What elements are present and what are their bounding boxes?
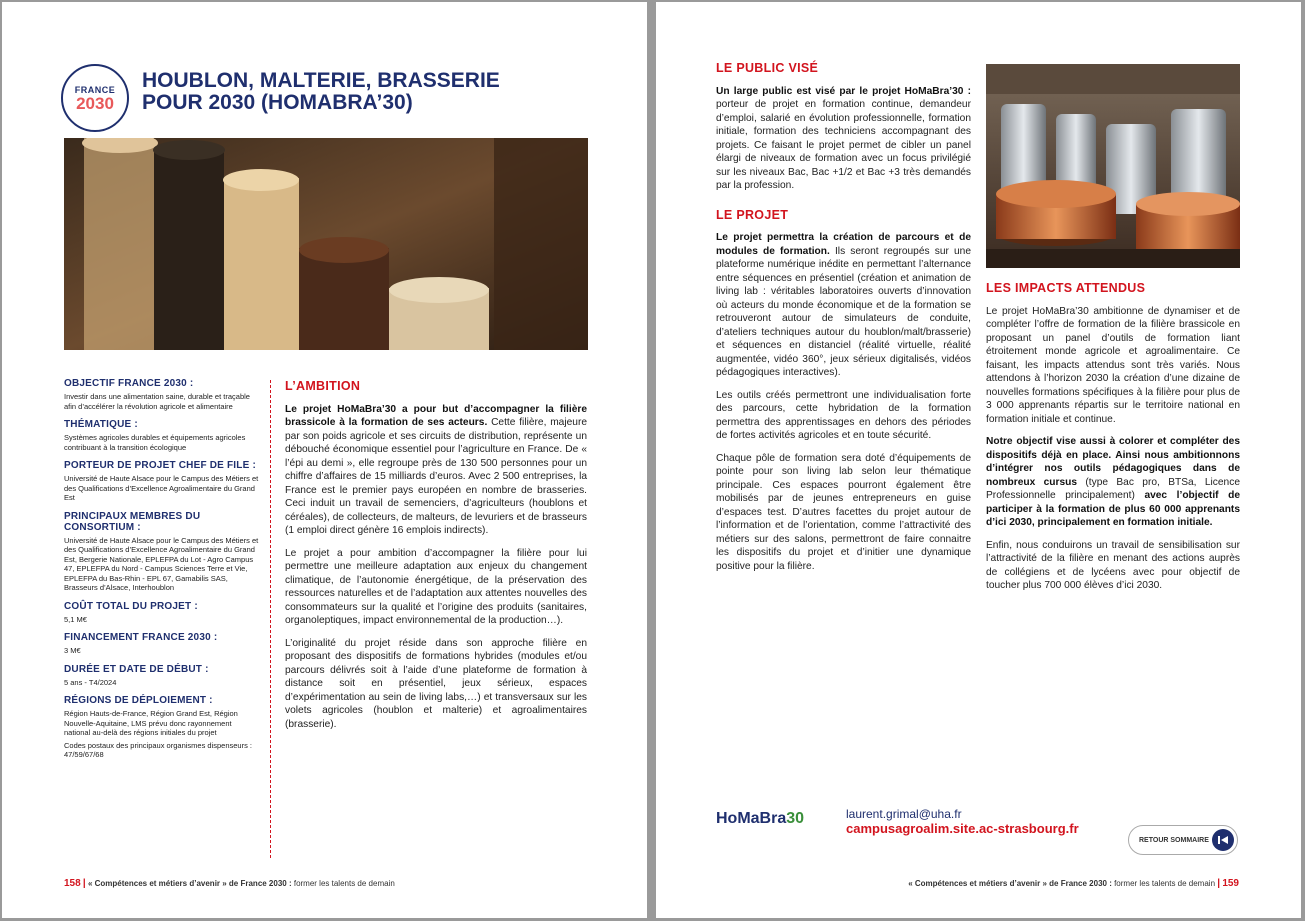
project-sidebar (64, 378, 259, 768)
sidebar-heading: THÉMATIQUE : (64, 419, 138, 430)
sidebar-heading: PORTEUR DE PROJET CHEF DE FILE : (64, 460, 256, 471)
page-footer (908, 878, 1239, 889)
page-footer (64, 878, 395, 889)
section-heading: LES IMPACTS ATTENDUS (986, 281, 1146, 295)
logo-line-1: FRANCE (74, 84, 116, 95)
sidebar-text: Université de Haute Alsace pour le Campus des Métiers et des Qualifications d’Excellence Agroalimentaire du Grand Est, Bergerie Nationale, EPLEFPA du Lot - Agro Campus 47, EPLEFPA du Nord - Campus Sciences Terre et Vie, EPLEFPA du Bas-Rhin - EPL 67, Gamabilis SAS, Brasseurs d’Alsace, Interhoublon (64, 535, 259, 592)
public-paragraph (716, 85, 971, 193)
contact-website-link[interactable]: campusagroalim.site.ac-strasbourg.fr (846, 821, 1079, 836)
sidebar-block (64, 601, 259, 625)
bold-text: avec l’objectif de participer à la formation de plus 60 000 apprenants d’ici 2030, principalement en formation initiale. (986, 490, 1240, 528)
sidebar-block (64, 378, 259, 411)
right-page (656, 2, 1301, 918)
section-heading: L’AMBITION (285, 379, 361, 393)
sidebar-text: Université de Haute Alsace pour le Campus des Métiers et des Qualifications d’Excellence Agroalimentaire du Grand Est (64, 474, 259, 502)
body-text: porteur de projet en formation continue, demandeur d’emploi, salarié en évolution professionnelle, formation initiale, formation des techniciens accompagnant des projets. Ce faisant le projet permet de cibler un panel élargi de niveaux de formation avec un focus privilégié sur les niveaux Bac, Bac +1/2 et Bac +3 très demandés par la profession. (716, 99, 971, 191)
sidebar-block (64, 632, 259, 656)
page-number: 158 (64, 878, 81, 889)
sidebar-heading: PRINCIPAUX MEMBRES DU CONSORTIUM : (64, 510, 201, 533)
sidebar-text: Région Hauts-de-France, Région Grand Est, Région Nouvelle-Aquitaine, LMS prévu donc rayonnement national au-delà des régions initiales du projet (64, 709, 238, 737)
retour-sommaire-button[interactable] (1128, 825, 1238, 855)
retour-label: RETOUR SOMMAIRE (1139, 836, 1209, 844)
sidebar-heading: OBJECTIF FRANCE 2030 : (64, 378, 194, 389)
sidebar-text: Investir dans une alimentation saine, durable et traçable afin d’accélérer la révolution agricole et alimentaire (64, 392, 250, 411)
skip-back-icon (1212, 829, 1234, 851)
sidebar-block (64, 511, 259, 593)
body-text: Cette filière, majeure par son poids agricole et ses circuits de distribution, représente un débouché économique essentiel pour l’agriculture en France. De « l’épi au demi », elle regroupe près de 130 500 personnes pour un chiffre d’affaires de 15 milliards d’euros. Avec 2 500 entreprises, la France est le premier pays européen en nombre de brasseries. Ceci induit un travail de semenciers, d’agriculteurs (houblons et céréales), de collecteurs, de malteurs, de levuriers et de brasseurs (1 emploi direct génère 16 emplois indirects). (285, 417, 587, 536)
sidebar-text: Systèmes agricoles durables et équipements agricoles contribuant à la transition écologique (64, 433, 246, 452)
sidebar-heading: FINANCEMENT FRANCE 2030 : (64, 632, 218, 643)
sidebar-block (64, 460, 259, 503)
page-number: 159 (1222, 878, 1239, 889)
sidebar-block (64, 695, 259, 760)
footer-text-bold: « Compétences et métiers d’avenir » de France 2030 : (87, 879, 292, 888)
projet-paragraph: Chaque pôle de formation sera doté d’équipements de pointe pour son living lab selon leur thématique principale. Ces espaces pourront également être mobilisés par de jeunes entrepreneurs en guise d’espaces test. D’autres facettes du projet autour de l’information et de l’orientation, comme l’attractivité des métiers sur des salons, permettront de faire connaitre les dispositifs du projet et d’initier une dynamique positive pour la filière. (716, 452, 971, 572)
impacts-paragraph: Enfin, nous conduirons un travail de sensibilisation sur l’attractivité de la filière en menant des actions auprès de collégiens et de lycéens avec pour objectif de toucher plus 700 000 élèves d’ici 2030. (986, 539, 1240, 591)
ambition-paragraph (285, 403, 587, 538)
sidebar-block (64, 419, 259, 452)
impacts-paragraph: Le projet HoMaBra’30 ambitionne de dynamiser et de compléter l’offre de formation de la filière brassicole en proposant un panel d’outils de formation liant étroitement monde agricole et agroalimentaire. Ce faisant, les impacts attendus sont très variés. Nous attendons à l’horizon 2030 la création d’une dizaine de nouvelles formations spécifiques à la filière pour plus de 3 000 apprenants répartis sur le territoire national en formation initiale et continue. (986, 305, 1240, 425)
footer-text: former les talents de demain (291, 879, 395, 888)
body-text: Ils seront regroupés sur une plateforme numérique inédite en permettant l’alternance entre séquences en présentiel (création et animation de living lab : véritables laboratoires ouverts d’innovation où acteurs du monde économique et de la formation se retrouveront autour de simulateurs de conduite, d’ateliers techniques autour du houblon/malt/brasserie) et séquences en distanciel (réalité virtuelle, réalité augmentée, vidéo 360°, jeux sérieux digitalisés, vidéos pédagogiques interactives). (716, 245, 971, 378)
sidebar-text: Codes postaux des principaux organismes dispenseurs : 47/59/67/68 (64, 740, 253, 759)
sidebar-text: 5,1 M€ (64, 614, 87, 624)
footer-separator: | (82, 878, 86, 889)
homabra-logo (716, 810, 804, 828)
brewery-photo (986, 64, 1240, 268)
contact-email-link[interactable]: laurent.grimal@uha.fr (846, 807, 962, 821)
section-heading: LE PUBLIC VISÉ (716, 61, 819, 75)
ambition-paragraph: L’originalité du projet réside dans son approche filière en proposant des dispositifs de formations hybrides (modules et/ou parcours délivrés soit à l’aide d’une plateforme de formation à distance soit en présentiel, jeux sérieux, espaces d’expérimentation au sein de living labs,…) et transversaux sur les volets agricoles (houblon et malterie) et agroalimentaires (brasserie). (285, 637, 587, 730)
sidebar-text: 3 M€ (64, 646, 81, 655)
footer-text: former les talents de demain (1111, 879, 1216, 888)
sidebar-heading: DURÉE ET DATE DE DÉBUT : (64, 663, 209, 675)
section-heading: LE PROJET (716, 207, 789, 222)
footer-text-bold: « Compétences et métiers d’avenir » de France 2030 : (908, 879, 1112, 888)
bold-text: Notre objectif vise aussi à colorer et compléter des dispositifs déjà en place. Ainsi nous ambitionnons d’intégrer nos outils pédagogiques dans de nombreux cursus (986, 436, 1240, 488)
sidebar-heading: COÛT TOTAL DU PROJET : (64, 600, 198, 612)
projet-paragraph: Les outils créés permettront une individualisation forte des parcours, cette hybridation de la formation permettra des apprentissages en dehors des périodes de fortes activités agricoles et en toute sécurité. (716, 389, 971, 441)
bold-text: Le projet HoMaBra’30 a pour but d’accompagner la filière brassicole à la formation de ses acteurs. (285, 403, 587, 428)
bold-text: Le projet permettra la création de parcours et de modules de formation. (716, 232, 971, 257)
logo-number: 30 (786, 810, 805, 827)
ambition-section (285, 380, 587, 740)
left-column (716, 62, 971, 582)
right-column (986, 282, 1240, 602)
bold-text: Un large public est visé par le projet HoMaBra’30 : (716, 85, 971, 97)
page-title: HOUBLON, MALTERIE, BRASSERIE POUR 2030 (HOMABRA’30) (142, 69, 500, 114)
ambition-paragraph: Le projet a pour ambition d’accompagner la filière pour lui permettre une meilleure adaptation aux enjeux du changement climatique, de l’autonomie énergétique, de la préservation des ressources naturelles et de l’adaptation aux attentes nouvelles des consommateurs sur la qualité et l’origine des produits (sanitaires, organoleptiques, impact environnemental de la production…). (285, 547, 587, 626)
sidebar-heading: RÉGIONS DE DÉPLOIEMENT : (64, 695, 213, 706)
logo-text: HoMaBra (716, 810, 787, 827)
contact-block (846, 807, 1079, 836)
sidebar-text: 5 ans - T4/2024 (64, 677, 117, 687)
left-page (2, 2, 647, 918)
grain-jars-photo (64, 138, 588, 350)
column-divider (270, 380, 271, 858)
body-text: (type Bac pro, BTSa, Licence Professionnelle principalement) (986, 476, 1240, 501)
france-2030-logo (61, 64, 129, 132)
sidebar-block (64, 664, 259, 688)
footer-separator: | (1217, 878, 1221, 889)
logo-line-2: 2030 (76, 93, 114, 113)
projet-paragraph (716, 231, 971, 380)
impacts-paragraph (986, 435, 1240, 530)
